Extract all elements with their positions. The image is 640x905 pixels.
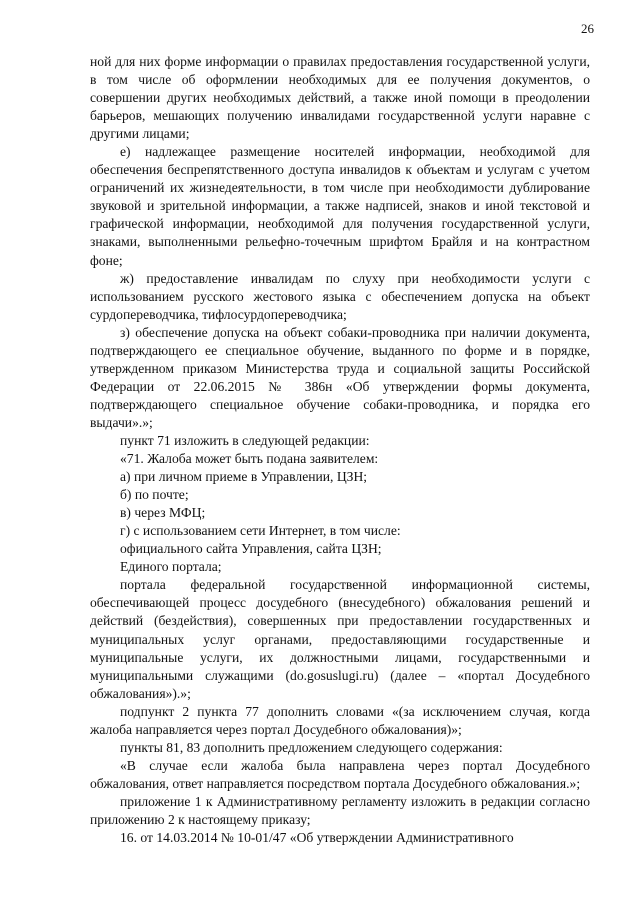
list-subitem-official-site: официального сайта Управления, сайта ЦЗН; [120, 541, 382, 557]
page-number: 26 [581, 21, 594, 36]
list-item-a: а) при личном приеме в Управлении, ЦЗН; [120, 469, 368, 485]
list-item-v: в) через МФЦ; [120, 505, 206, 521]
paragraph-point-71-intro: пункт 71 изложить в следующей редакции: [120, 432, 370, 448]
paragraph-item-16: 16. от 14.03.2014 № 10-01/47 «Об утверждении Административного [120, 830, 514, 846]
paragraph-item-zh: ж) предоставление инвалидам по слуху при необходимости услуги с использованием русского жестового языка с обеспечением допуска на объект сурдопереводчика, тифлосурдопереводчика; [90, 270, 590, 322]
paragraph-appendix-1: приложение 1 к Административному регламенту изложить в редакции согласно приложению 2 к настоящему приказу; [90, 793, 590, 827]
paragraph-points-81-83: пункты 81, 83 дополнить предложением следующего содержания: [120, 739, 503, 755]
list-subitem-unified-portal: Единого портала; [120, 559, 222, 575]
paragraph-point-77: подпункт 2 пункта 77 дополнить словами «(за исключением случая, когда жалоба направляется через портал Досудебного обжалования)»; [90, 703, 590, 737]
document-body [90, 53, 590, 847]
paragraph-item-e: е) надлежащее размещение носителей информации, необходимой для обеспечения беспрепятственного доступа инвалидов к объектам и услугам с учетом ограничений их жизнедеятельности, в том числе при необходимости дублирование звуковой и зрительной информации, а также надписей, знаков и иной текстовой и графической информации, необходимой для получения государственной услуги, знаками, выполненными рельефно-точечным шрифтом Брайля и на контрастном фоне; [90, 144, 590, 268]
paragraph-quote-appeal-answer: «В случае если жалоба была направлена через портал Досудебного обжалования, ответ направляется посредством портала Досудебного обжалования.»; [90, 757, 590, 791]
paragraph-continuation: ной для них форме информации о правилах предоставления государственной услуги, в том числе об оформлении необходимых для ее получения документов, о совершении других необходимых действий, а также иной помощи в преодолении барьеров, мешающих получению инвалидами государственной услуги наравне с другими лицами; [90, 54, 590, 142]
paragraph-point-71: «71. Жалоба может быть подана заявителем: [120, 451, 379, 467]
list-item-b: б) по почте; [120, 487, 189, 503]
list-item-g: г) с использованием сети Интернет, в том числе: [120, 523, 401, 539]
paragraph-item-z: з) обеспечение допуска на объект собаки-проводника при наличии документа, подтверждающего ее специальное обучение, выданного по форме и в порядке, утвержденном приказом Министерства труда и социальной защиты Российской Федерации от 22.06.2015 № 386н «Об утверждении формы документа, подтверждающего специальное обучение собаки-проводника, и порядка его выдачи».»; [90, 324, 590, 430]
list-subitem-appeal-portal: портала федеральной государственной информационной системы, обеспечивающей процесс досудебного (внесудебного) обжалования решений и действий (бездействия), совершенных при предоставлении государственных и муниципальных услуг органами, предоставляющими государственные и муниципальные услуги, их должностными лицами, государственными и муниципальными служащими (do.gosuslugi.ru) (далее – «портал Досудебного обжалования»).»; [90, 577, 590, 701]
